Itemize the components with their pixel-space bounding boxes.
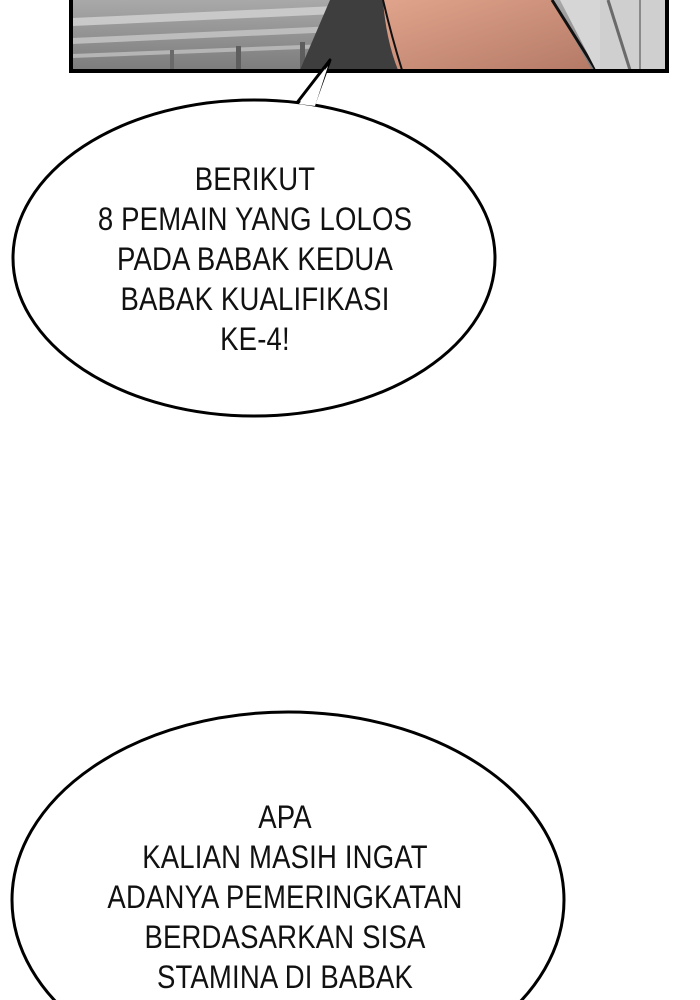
speech-bubble-2-text <box>92 797 479 997</box>
bubble-line: KE-4! <box>220 321 290 357</box>
bubble-line: BABAK KUALIFIKASI <box>120 281 390 317</box>
top-panel-image <box>71 0 667 71</box>
bubble-line: ADANYA PEMERINGKATAN <box>107 879 463 915</box>
speech-bubble-1-text <box>74 159 435 359</box>
bubble-line: BERIKUT <box>194 161 316 197</box>
bubble-line: STAMINA DI BABAK <box>156 959 414 995</box>
bubble-line: KALIAN MASIH INGAT <box>142 839 428 875</box>
bubble-line: APA <box>258 799 312 835</box>
bubble-line: 8 PEMAIN YANG LOLOS <box>97 201 413 237</box>
bubble-line: PADA BABAK KEDUA <box>116 241 394 277</box>
bubble-line: BERDASARKAN SISA <box>144 919 426 955</box>
